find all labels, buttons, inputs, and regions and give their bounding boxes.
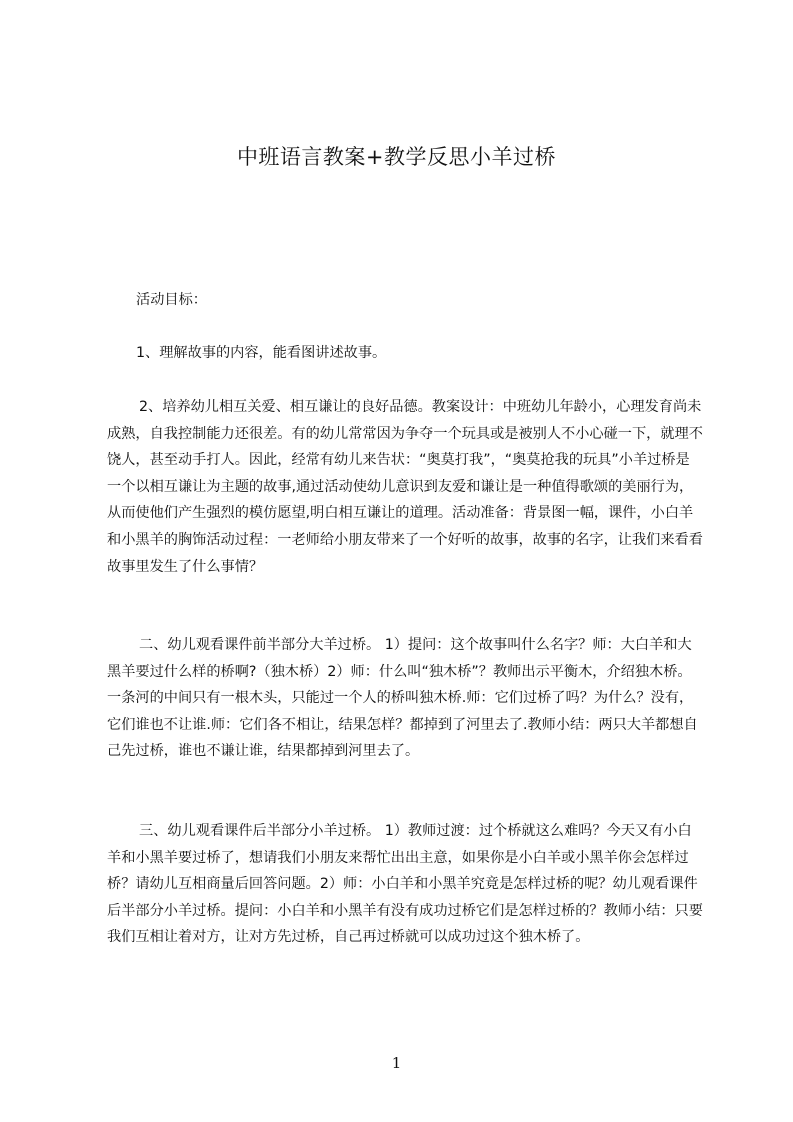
goal-item-2: 2、培养幼儿相互关爱、相互谦让的良好品德。教案设计：中班幼儿年龄小，心理发育尚未成熟，自我控制能力还很差。有的幼儿常常因为争夺一个玩具或是被别人不小心碰一下，就理不饶人，甚至动手打人。因此，经常有幼儿来告状：“奥莫打我”，“奥莫抢我的玩具”小羊过桥是一个以相互谦让为主题的故事,通过活动使幼儿意识到友爱和谦让是一种值得歌颂的美丽行为，从而使他们产生强烈的模仿愿望,明白相互谦让的道理。活动准备：背景图一幅，课件，小白羊和小黑羊的胸饰活动过程：一老师给小朋友带来了一个好听的故事，故事的名字，让我们来看看故事里发生了什么事情？ — [107, 399, 703, 575]
page-number: 1 — [391, 1054, 402, 1072]
section-heading-activity-goals: 活动目标： — [136, 292, 207, 308]
goal-item-1: 1、理解故事的内容，能看图讲述故事。 — [136, 345, 387, 361]
section-3-paragraph: 三、幼儿观看课件后半部分小羊过桥。 1）教师过渡：过个桥就这么难吗？今天又有小白羊和小黑羊要过桥了，想请我们小朋友来帮忙出出主意，如果你是小白羊或小黑羊你会怎样过桥？请幼儿互相商量后回答问题。2）师：小白羊和小黑羊究竟是怎样过桥的呢？幼儿观看课件后半部分小羊过桥。提问：小白羊和小黑羊有没有成功过桥它们是怎样过桥的？教师小结：只要我们互相让着对方，让对方先过桥，自己再过桥就可以成功过这个独木桥了。 — [107, 823, 703, 946]
page-title: 中班语言教案+教学反思小羊过桥 — [236, 145, 557, 169]
section-2-paragraph: 二、幼儿观看课件前半部分大羊过桥。 1）提问：这个故事叫什么名字？师：大白羊和大黑羊要过什么样的桥啊?（独木桥）2）师：什么叫“独木桥”？教师出示平衡木，介绍独木桥。一条河的中间只有一根木头，只能过一个人的桥叫独木桥.师：它们过桥了吗？为什么？没有，它们谁也不让谁.师：它们各不相让，结果怎样？都掉到了河里去了.教师小结：两只大羊都想自己先过桥，谁也不谦让谁，结果都掉到河里去了。 — [107, 637, 698, 760]
